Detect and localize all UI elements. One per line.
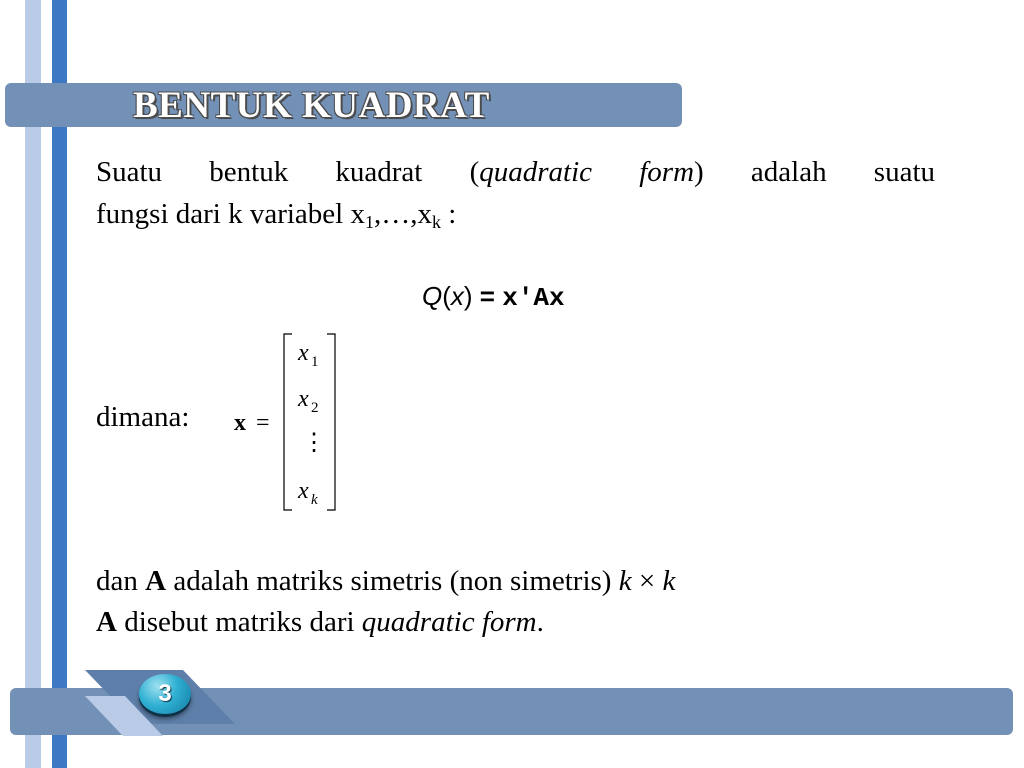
times-sign: × xyxy=(631,565,663,597)
formula-rhs: x'Ax xyxy=(502,283,565,313)
dim-k1: k xyxy=(618,565,632,597)
period: . xyxy=(536,606,544,638)
subscript-1: 1 xyxy=(364,212,374,232)
paragraph-line-2 xyxy=(96,193,935,235)
right-bracket xyxy=(327,334,335,510)
word-quadratic: (quadratic xyxy=(469,156,593,188)
definition-paragraph xyxy=(96,151,935,235)
subscript-k: k xyxy=(431,212,441,232)
vector-x-definition xyxy=(228,326,348,518)
quadratic-form-italic: quadratic form xyxy=(361,606,537,638)
matrix-a: A xyxy=(96,606,117,638)
dimana-label: dimana: xyxy=(96,401,190,433)
italic-quadratic: quadratic xyxy=(479,156,593,188)
formula-equals: = xyxy=(472,281,503,311)
line2-end: : xyxy=(440,198,457,230)
word: Suatu xyxy=(96,156,163,188)
entry-sub: 2 xyxy=(311,400,319,416)
entry-sub: k xyxy=(311,492,318,508)
page-number-badge: 3 xyxy=(139,674,191,714)
symmetric-matrix-line xyxy=(96,560,675,602)
entry-sub: 1 xyxy=(311,354,319,370)
vector-entry-1 xyxy=(297,340,319,370)
entry-var: x xyxy=(298,340,309,366)
paragraph-line-1 xyxy=(96,151,935,193)
left-bracket xyxy=(284,334,292,510)
vector-lhs: x xyxy=(234,410,246,436)
formula-x: x xyxy=(450,281,464,311)
adisebut-middle: disebut matriks dari xyxy=(116,606,362,638)
formula-q: Q xyxy=(422,281,443,311)
matrix-name-line xyxy=(96,601,544,643)
vector-eq: = xyxy=(256,410,270,436)
matrix-a: A xyxy=(145,565,167,597)
word: bentuk xyxy=(209,156,289,188)
slide-title: BENTUK KUADRAT xyxy=(133,85,490,126)
formula-close-paren: ) xyxy=(463,281,473,311)
dan-prefix: dan xyxy=(96,565,146,597)
ellipsis: ,…,x xyxy=(373,198,432,230)
word-form: form) xyxy=(639,156,704,188)
vector-entry-2 xyxy=(297,386,319,416)
word: kuadrat xyxy=(335,156,423,188)
word: adalah xyxy=(750,156,827,188)
italic-form: form xyxy=(639,156,695,188)
entry-var: x xyxy=(298,386,309,412)
formula-open-paren: ( xyxy=(442,281,451,311)
dan-middle: adalah matriks simetris (non simetris) xyxy=(166,565,619,597)
quadratic-form-formula xyxy=(422,278,565,314)
line2-text: fungsi dari k variabel x xyxy=(96,198,365,230)
vertical-ellipsis: ⋮ xyxy=(302,428,326,456)
word: suatu xyxy=(873,156,935,188)
dim-k2: k xyxy=(662,565,676,597)
vector-entry-dots xyxy=(302,428,326,456)
entry-var: x xyxy=(298,478,309,504)
vector-entry-k xyxy=(297,478,318,508)
